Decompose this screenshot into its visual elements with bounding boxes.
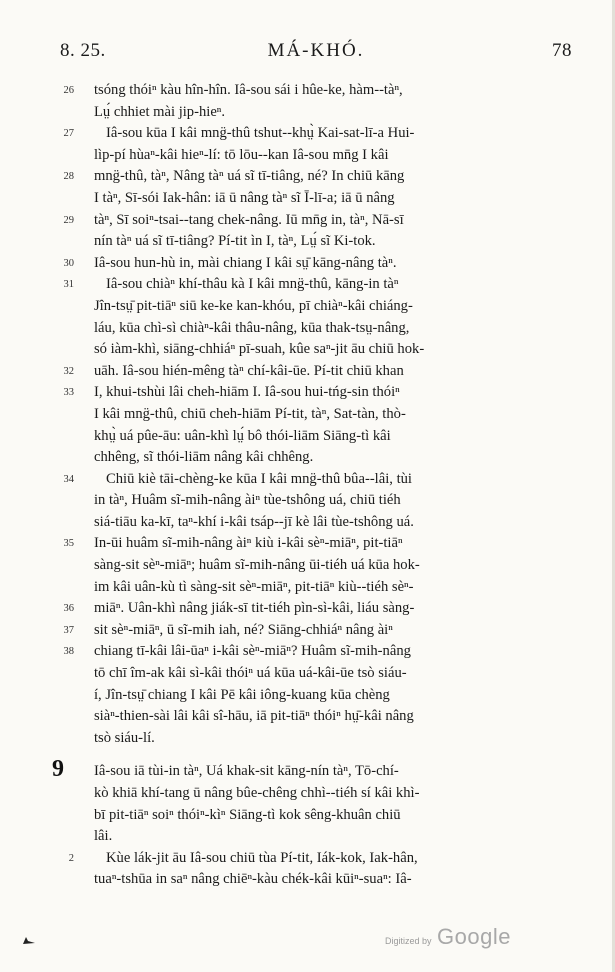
verse-number: 37 bbox=[63, 624, 74, 636]
verse-number: 30 bbox=[63, 257, 74, 269]
verse-number: 27 bbox=[63, 128, 74, 140]
verse-number: 29 bbox=[63, 214, 74, 226]
line-text: siàⁿ-thien-sài lâi kâi sî-hāu, iā pit-tiāⁿ thóiⁿ hṳ̄-kâi nâng bbox=[94, 708, 414, 725]
digitization-watermark bbox=[385, 924, 585, 954]
line-text: Lṳ́ chhiet mài jip-hieⁿ. bbox=[94, 103, 226, 120]
line-text: mng̈-thû, tàⁿ, Nâng tàⁿ uá sĩ tī-tiâng, né? In chiū kāng bbox=[94, 168, 405, 185]
line-text: khṳ̀ uá pûe-āu: uân-khì lṳ́ bô thói-liām Siāng-tì kâi bbox=[94, 427, 391, 444]
line-text: láu, kūa chì-sì chiàⁿ-kâi thâu-nâng, kūa thak-tsṳ-nâng, bbox=[94, 319, 410, 336]
text-line bbox=[52, 706, 582, 728]
verse-number: 32 bbox=[63, 365, 74, 377]
scripture-text bbox=[52, 80, 582, 891]
line-text: bī pit-tiāⁿ soiⁿ thóiⁿ-kìⁿ Siāng-tì kok sêng-khuân chiū bbox=[94, 806, 401, 823]
verse-number: 33 bbox=[63, 387, 74, 399]
text-line bbox=[52, 805, 582, 827]
line-text: tàⁿ, Sī soiⁿ-tsai--tang chek-nâng. Iū mn̄g in, tàⁿ, Nā-sī bbox=[94, 211, 404, 228]
text-line bbox=[52, 188, 582, 210]
line-text: chiang tī-kâi lâi-ūaⁿ i-kâi sèⁿ-miāⁿ? Huâm sĩ-mih-nâng bbox=[94, 643, 411, 660]
book-title: MÁ-KHÓ. bbox=[267, 40, 365, 61]
line-text: uāh. Iâ-sou hién-mêng tàⁿ chí-kâi-ūe. Pí-tit chiū khan bbox=[94, 362, 404, 379]
line-text: in tàⁿ, Huâm sĩ-mih-nâng àiⁿ tùe-tshông uá, chiū tiéh bbox=[94, 492, 401, 509]
text-line bbox=[52, 641, 582, 663]
google-logo: Google bbox=[437, 924, 511, 949]
text-line bbox=[52, 426, 582, 448]
verse-number: 36 bbox=[63, 603, 74, 615]
text-line bbox=[52, 210, 582, 232]
line-text: nín tàⁿ uá sĩ tī-tiâng? Pí-tit ìn I, tàⁿ, Lṳ́ sĩ Ki-tok. bbox=[94, 233, 376, 250]
verse-number: 38 bbox=[63, 646, 74, 658]
text-line bbox=[52, 469, 582, 491]
line-text: I, khui-tshùi lâi cheh-hiām I. Iâ-sou hui-tńg-sin thóiⁿ bbox=[94, 384, 400, 401]
line-text: tuaⁿ-tshūa in saⁿ nâng chiēⁿ-kàu chék-kâi kūiⁿ-suaⁿ: Iâ- bbox=[94, 871, 412, 888]
text-line bbox=[52, 848, 582, 870]
text-line bbox=[52, 685, 582, 707]
line-text: miāⁿ. Uân-khì nâng jiák-sī tit-tiéh pìn-sì-kâi, liáu sàng- bbox=[94, 600, 415, 617]
text-line bbox=[52, 102, 582, 124]
line-text: tsò siáu-lí. bbox=[94, 729, 155, 746]
line-text: tsóng thóiⁿ kàu hîn-hîn. Iâ-sou sái i hûe-ke, hàm--tàⁿ, bbox=[94, 82, 403, 98]
line-text: siá-tiāu ka-kī, taⁿ-khí i-kâi tsáp--jī kè lâi tùe-tshông uá. bbox=[94, 513, 414, 530]
text-line bbox=[52, 555, 582, 577]
text-line bbox=[52, 512, 582, 534]
line-text: Jîn-tsṳ̄ pit-tiāⁿ siū ke-ke kan-khóu, pī chiàⁿ-kâi chiáng- bbox=[94, 297, 413, 314]
line-text: só iàm-khì, siāng-chhiáⁿ pī-suah, kûe saⁿ-jit āu chiū hok- bbox=[94, 341, 425, 358]
line-text: sàng-sit sèⁿ-miāⁿ; huâm sĩ-mih-nâng ūi-tiéh uá kūa hok- bbox=[94, 557, 420, 574]
verse-number: 26 bbox=[63, 85, 74, 96]
text-line bbox=[52, 598, 582, 620]
chapter-9-text bbox=[52, 783, 582, 891]
line-text: I tàⁿ, Sī-sói Iak-hân: iā ū nâng tàⁿ sĩ Ī-lī-a; iā ū nâng bbox=[94, 189, 395, 206]
text-line bbox=[52, 490, 582, 512]
text-line bbox=[52, 404, 582, 426]
line-text: í, Jîn-tsṳ̄ chiang I kâi Pē kâi iông-kuang kūa chèng bbox=[94, 686, 390, 703]
text-line bbox=[52, 253, 582, 275]
verse-number: 35 bbox=[63, 538, 74, 550]
line-text: Iâ-sou hun-hù in, mài chiang I kâi sṳ̄ kāng-nâng tàⁿ. bbox=[94, 254, 397, 271]
line-text: chhêng, sĩ thói-liām nâng kâi chhêng. bbox=[94, 449, 314, 466]
text-line bbox=[52, 274, 582, 296]
text-line bbox=[52, 231, 582, 253]
chapter-8-text bbox=[52, 80, 582, 749]
chapter-verse-reference: 8. 25. bbox=[60, 40, 106, 61]
text-line bbox=[52, 318, 582, 340]
verse-number: 34 bbox=[63, 473, 74, 485]
text-line bbox=[52, 145, 582, 167]
text-line bbox=[52, 296, 582, 318]
text-line bbox=[52, 783, 582, 805]
line-text: sit sèⁿ-miāⁿ, ū sĩ-mih iah, né? Siāng-chhiáⁿ nâng àiⁿ bbox=[94, 621, 393, 638]
verse-number: 28 bbox=[63, 171, 74, 183]
digitized-by-text: Digitized by bbox=[385, 936, 432, 946]
line-text: lìp-pí hùaⁿ-kâi hieⁿ-lí: tō lōu--kan Iâ-sou mn̄g I kâi bbox=[94, 146, 389, 163]
chapter-heading bbox=[52, 756, 582, 783]
line-text: tō chī îm-ak kâi sì-kâi thóiⁿ uá kūa uá-kâi-ūe tsò siáu- bbox=[94, 665, 407, 682]
line-text: Iâ-sou kūa I kâi mng̈-thû tshut--khṳ̀ Kai-sat-lī-a Hui- bbox=[106, 125, 415, 142]
text-line bbox=[52, 577, 582, 599]
page-number: 78 bbox=[552, 40, 572, 61]
text-line bbox=[52, 728, 582, 750]
text-line bbox=[52, 361, 582, 383]
page-corner-mark bbox=[22, 935, 36, 945]
chapter-number: 9 bbox=[52, 756, 64, 783]
text-line bbox=[52, 533, 582, 555]
line-text: Chiū kiè tāi-chèng-ke kūa I kâi mng̈-thû bûa--lâi, tùi bbox=[106, 470, 412, 487]
text-line bbox=[52, 826, 582, 848]
text-line bbox=[52, 869, 582, 891]
line-text: kò khiā khí-tang ū nâng bûe-chêng chhì--tiéh sí kâi khì- bbox=[94, 785, 420, 801]
text-line bbox=[52, 382, 582, 404]
line-text: In-ūi huâm sĩ-mih-nâng àiⁿ kiù i-kâi sèⁿ-miāⁿ, pit-tiāⁿ bbox=[94, 535, 403, 552]
verse-number: 2 bbox=[68, 852, 74, 864]
text-line bbox=[52, 80, 582, 102]
line-text: lâi. bbox=[94, 828, 113, 845]
line-text: Kùe lák-jit āu Iâ-sou chiū tùa Pí-tit, Iák-kok, Iak-hân, bbox=[106, 849, 418, 866]
verse-number: 31 bbox=[63, 279, 74, 291]
page-header bbox=[60, 40, 572, 68]
text-line bbox=[52, 663, 582, 685]
text-line: Iâ-sou iā tùi-in tàⁿ, Uá khak-sit kāng-nín tàⁿ, Tō-chí- bbox=[94, 763, 399, 780]
text-line bbox=[52, 339, 582, 361]
line-text: Iâ-sou chiàⁿ khí-thâu kà I kâi mng̈-thû, kāng-in tàⁿ bbox=[106, 276, 399, 293]
line-text: I kâi mng̈-thû, chiū cheh-hiām Pí-tit, tàⁿ, Sat-tàn, thò- bbox=[94, 405, 406, 422]
text-line bbox=[52, 166, 582, 188]
text-line bbox=[52, 447, 582, 469]
line-text: im kâi uân-kù tì sàng-sit sèⁿ-miāⁿ, pit-tiāⁿ kiù--tiéh sèⁿ- bbox=[94, 578, 414, 595]
text-line bbox=[52, 620, 582, 642]
text-line bbox=[52, 123, 582, 145]
